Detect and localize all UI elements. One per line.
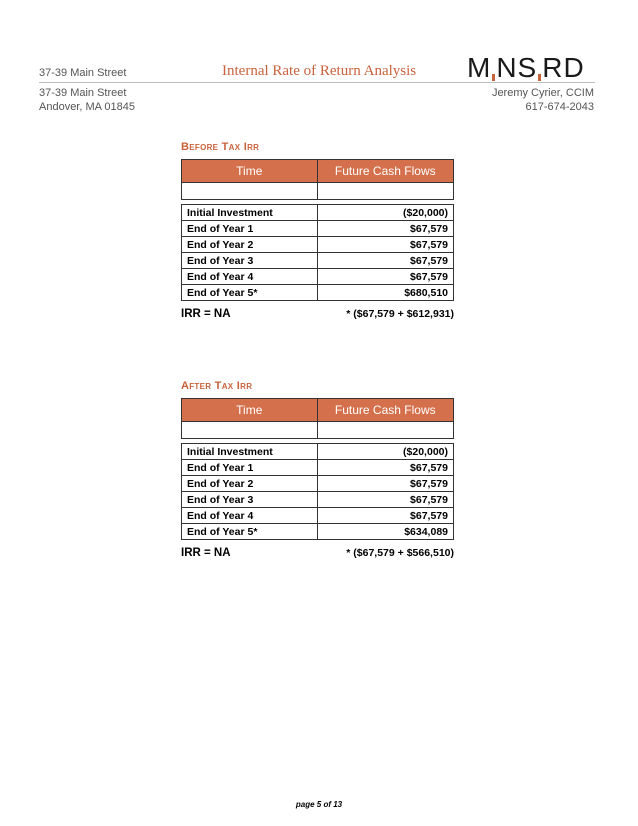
table-row [182, 253, 454, 269]
row-value: $634,089 [317, 524, 453, 540]
table-row [182, 221, 454, 237]
irr-footnote: * ($67,579 + $612,931) [346, 308, 454, 320]
before-tax-title: Before Tax Irr [181, 141, 260, 153]
page-number: page 5 of 13 [295, 800, 343, 809]
row-value: $67,579 [317, 460, 453, 476]
logo-part-3: RD [542, 52, 585, 83]
row-label: End of Year 5* [182, 524, 318, 540]
after-tax-irr-line [181, 547, 454, 559]
table-row [182, 237, 454, 253]
row-label: End of Year 1 [182, 460, 318, 476]
logo-part-2: NS [496, 52, 538, 83]
header-address-line-1: 37-39 Main Street [39, 87, 127, 99]
col-header-time: Time [182, 160, 318, 183]
row-value: $67,579 [317, 237, 453, 253]
irr-footnote: * ($67,579 + $566,510) [346, 547, 454, 559]
before-tax-table [181, 159, 454, 301]
header-agent-phone: 617-674-2043 [525, 101, 594, 113]
row-label: End of Year 2 [182, 237, 318, 253]
after-tax-title: After Tax Irr [181, 380, 253, 392]
document-title: Internal Rate of Return Analysis [222, 63, 417, 79]
header-address-line-2: Andover, MA 01845 [39, 101, 136, 113]
row-value: $67,579 [317, 508, 453, 524]
col-header-flows: Future Cash Flows [317, 160, 453, 183]
row-label: Initial Investment [182, 205, 318, 221]
row-label: End of Year 3 [182, 253, 318, 269]
row-value: ($20,000) [317, 444, 453, 460]
table-row [182, 492, 454, 508]
table-row [182, 444, 454, 460]
row-value: $67,579 [317, 221, 453, 237]
table-row [182, 524, 454, 540]
header-address-top: 37-39 Main Street [39, 67, 127, 79]
logo-accent-mark [492, 74, 495, 81]
row-label: End of Year 4 [182, 269, 318, 285]
row-label: End of Year 5* [182, 285, 318, 301]
table-row [182, 508, 454, 524]
table-header-row [182, 160, 454, 183]
row-value: $67,579 [317, 269, 453, 285]
table-row [182, 285, 454, 301]
row-label: Initial Investment [182, 444, 318, 460]
row-label: End of Year 1 [182, 221, 318, 237]
table-row [182, 476, 454, 492]
row-value: $67,579 [317, 476, 453, 492]
before-tax-section [181, 141, 454, 320]
table-row [182, 205, 454, 221]
before-tax-irr-line [181, 308, 454, 320]
table-row [182, 269, 454, 285]
logo-part-1: M [467, 52, 492, 83]
row-value: $67,579 [317, 492, 453, 508]
table-header-row [182, 399, 454, 422]
logo-accent-mark [538, 74, 541, 81]
table-row [182, 460, 454, 476]
col-header-time: Time [182, 399, 318, 422]
irr-result: IRR = NA [181, 547, 231, 559]
irr-result: IRR = NA [181, 308, 231, 320]
row-value: $680,510 [317, 285, 453, 301]
col-header-flows: Future Cash Flows [317, 399, 453, 422]
row-label: End of Year 2 [182, 476, 318, 492]
after-tax-table [181, 398, 454, 540]
row-label: End of Year 3 [182, 492, 318, 508]
header-agent-name: Jeremy Cyrier, CCIM [491, 87, 594, 99]
table-spacer-row [182, 183, 454, 200]
table-spacer-row [182, 422, 454, 439]
header-divider [39, 82, 595, 83]
row-label: End of Year 4 [182, 508, 318, 524]
row-value: ($20,000) [317, 205, 453, 221]
company-logo [467, 52, 585, 84]
after-tax-section [181, 380, 454, 559]
row-value: $67,579 [317, 253, 453, 269]
